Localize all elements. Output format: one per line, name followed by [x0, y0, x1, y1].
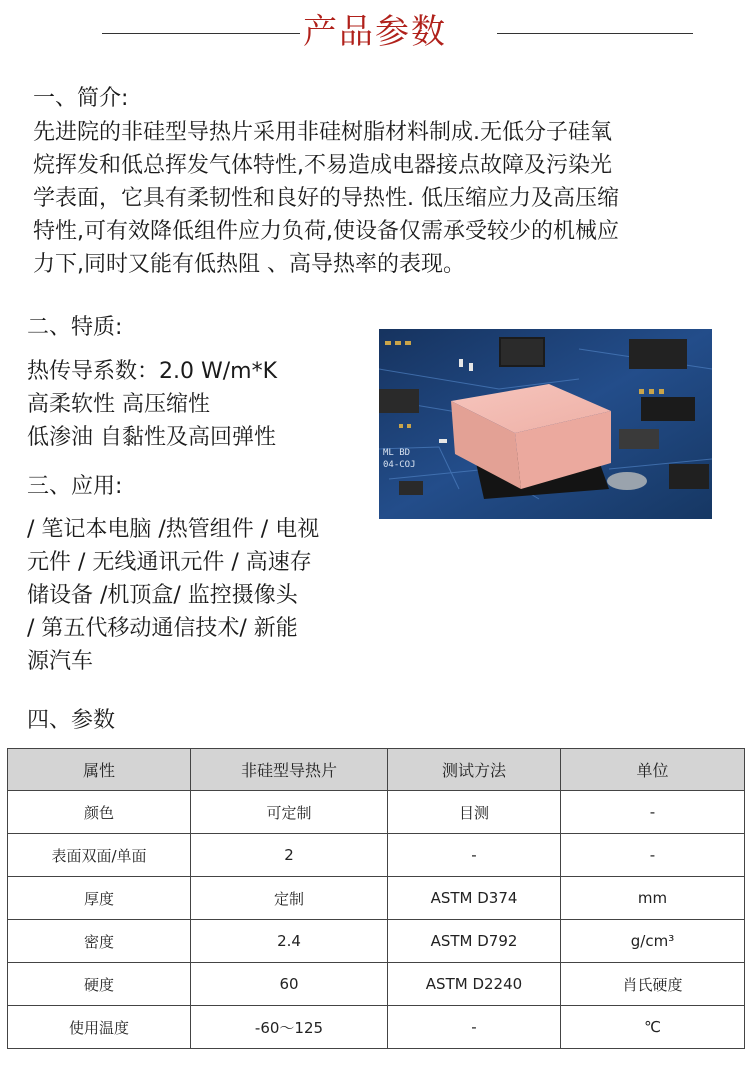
- features-heading: 二、特质:: [27, 315, 123, 340]
- feature-item: 热传导系数：2.0 W/m*K: [27, 359, 278, 384]
- table-cell: 硬度: [8, 963, 191, 1006]
- table-cell: -: [388, 1006, 561, 1049]
- feature-item: 高柔软性 高压缩性: [27, 392, 210, 417]
- params-heading: 四、参数: [27, 708, 116, 733]
- table-cell: 肖氏硬度: [561, 963, 745, 1006]
- applications-list: [27, 513, 367, 678]
- table-row: [8, 1006, 745, 1049]
- table-cell: -: [561, 791, 745, 834]
- table-cell: 密度: [8, 920, 191, 963]
- table-cell: ASTM D374: [388, 877, 561, 920]
- intro-line: 力下,同时又能有低热阻 、高导热率的表现。: [33, 252, 465, 277]
- table-row: [8, 834, 745, 877]
- table-cell: 定制: [191, 877, 388, 920]
- product-photo: [379, 329, 712, 519]
- application-line: 元件 / 无线通讯元件 / 高速存: [27, 550, 312, 575]
- table-row: [8, 920, 745, 963]
- application-line: 源汽车: [27, 649, 94, 674]
- table-cell: ASTM D792: [388, 920, 561, 963]
- intro-paragraph: [33, 116, 619, 281]
- intro-line: 烷挥发和低总挥发气体特性,不易造成电器接点故障及污染光: [33, 153, 612, 178]
- table-cell: -: [388, 834, 561, 877]
- table-row: [8, 877, 745, 920]
- column-header: 非硅型导热片: [191, 749, 388, 791]
- header-line-right: [497, 33, 693, 34]
- board-text: ML BD: [383, 448, 411, 458]
- table-cell: ASTM D2240: [388, 963, 561, 1006]
- table-cell: ℃: [561, 1006, 745, 1049]
- intro-line: 学表面，它具有柔韧性和良好的导热性. 低压缩应力及高压缩: [33, 186, 619, 211]
- intro-line: 特性,可有效降低组件应力负荷,使设备仅需承受较少的机械应: [33, 219, 619, 244]
- table-cell: 可定制: [191, 791, 388, 834]
- board-text: 04-COJ: [383, 460, 416, 470]
- table-row: [8, 791, 745, 834]
- table-cell: 厚度: [8, 877, 191, 920]
- application-line: / 笔记本电脑 /热管组件 / 电视: [27, 517, 320, 542]
- params-table: [7, 748, 745, 1049]
- intro-heading: 一、简介:: [33, 86, 129, 111]
- pcb-illustration: [379, 329, 712, 519]
- application-line: / 第五代移动通信技术/ 新能: [27, 616, 298, 641]
- table-header-row: [8, 749, 745, 791]
- table-cell: 目测: [388, 791, 561, 834]
- table-cell: 使用温度: [8, 1006, 191, 1049]
- column-header: 测试方法: [388, 749, 561, 791]
- application-line: 储设备 /机顶盒/ 监控摄像头: [27, 583, 298, 608]
- page-title: 产品参数: [303, 12, 447, 52]
- intro-line: 先进院的非硅型导热片采用非硅树脂材料制成.无低分子硅氧: [33, 120, 612, 145]
- table-cell: -60～125: [191, 1006, 388, 1049]
- table-cell: 表面双面/单面: [8, 834, 191, 877]
- table-cell: 2.4: [191, 920, 388, 963]
- table-cell: g/cm³: [561, 920, 745, 963]
- table-cell: -: [561, 834, 745, 877]
- table-cell: 2: [191, 834, 388, 877]
- table-cell: mm: [561, 877, 745, 920]
- table-cell: 60: [191, 963, 388, 1006]
- table-cell: 颜色: [8, 791, 191, 834]
- table-row: [8, 963, 745, 1006]
- feature-item: 低渗油 自黏性及高回弹性: [27, 425, 276, 450]
- column-header: 单位: [561, 749, 745, 791]
- column-header: 属性: [8, 749, 191, 791]
- applications-heading: 三、应用:: [27, 474, 123, 499]
